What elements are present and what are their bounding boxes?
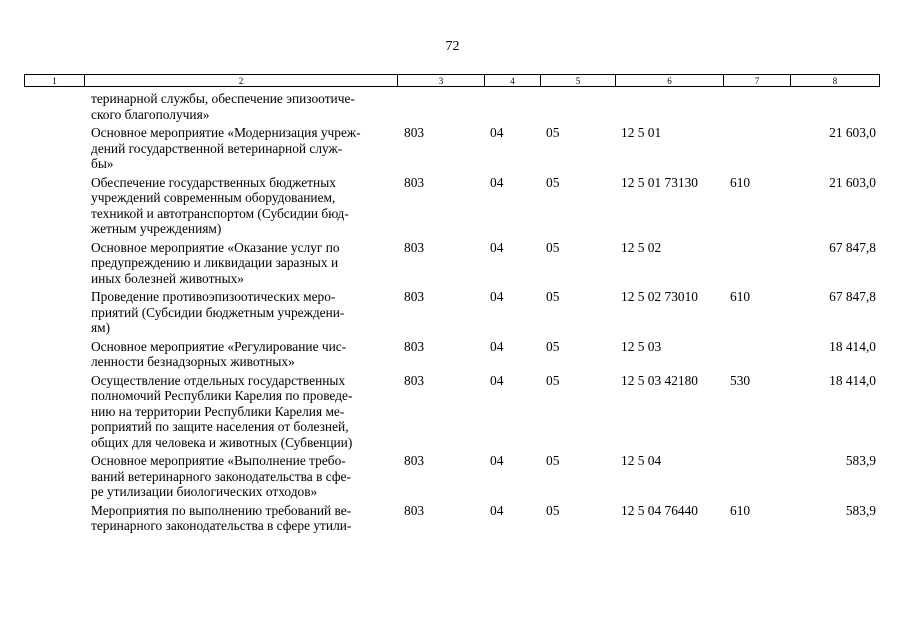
- table-row: [24, 240, 879, 287]
- row-subsection-code: 05: [546, 338, 560, 354]
- row-subsection-code: 05: [546, 372, 560, 388]
- table-row: [24, 503, 879, 534]
- row-department-code: 803: [404, 125, 425, 140]
- row-target-article-code: 12 5 04: [621, 453, 662, 468]
- row-department-code: 803: [404, 239, 425, 255]
- column-number-5: 5: [541, 75, 616, 87]
- row-section-code: 04: [490, 372, 504, 388]
- page-number: 72: [445, 39, 460, 54]
- row-target-article-code: 12 5 01 73130: [621, 174, 698, 190]
- row-section-code: 04: [490, 502, 504, 518]
- row-subsection-code: 05: [546, 239, 560, 255]
- row-department-code: 803: [404, 453, 425, 468]
- row-name: Проведение противоэпизоотических меро- приятий (Субсидии бюджетным учреждени- ям): [91, 289, 345, 335]
- row-subsection-code: 05: [546, 125, 560, 140]
- row-department-code: 803: [404, 372, 425, 388]
- row-target-article-code: 12 5 02: [621, 239, 662, 255]
- row-section-code: 04: [490, 289, 504, 304]
- row-expense-type-code: 610: [730, 174, 751, 190]
- row-section-code: 04: [490, 239, 504, 255]
- row-target-article-code: 12 5 02 73010: [621, 289, 698, 304]
- row-expense-type-code: 610: [730, 289, 751, 304]
- column-number-3: 3: [398, 75, 485, 87]
- row-name: теринарной службы, обеспечение эпизоотиче- ского благополучия»: [91, 91, 355, 122]
- column-number-8: 8: [791, 75, 880, 87]
- row-section-code: 04: [490, 338, 504, 354]
- row-expense-type-code: 530: [730, 372, 751, 388]
- row-amount: 21 603,0: [829, 174, 876, 190]
- column-number-6: 6: [616, 75, 724, 87]
- row-amount: 67 847,8: [829, 239, 876, 255]
- row-subsection-code: 05: [546, 502, 560, 518]
- row-section-code: 04: [490, 174, 504, 190]
- table-row: [24, 339, 879, 370]
- row-target-article-code: 12 5 03: [621, 338, 662, 354]
- table-row: [24, 373, 879, 451]
- row-name: Осуществление отдельных государственных полномочий Республики Карелия по проведе- нию на территории Республики Карелия ме- роприятий по защите населения от болезней, общих для человека и животных (Субвенции): [91, 372, 353, 450]
- row-department-code: 803: [404, 174, 425, 190]
- column-number-2: 2: [85, 75, 398, 87]
- row-amount: 18 414,0: [829, 372, 876, 388]
- row-department-code: 803: [404, 502, 425, 518]
- column-number-4: 4: [485, 75, 541, 87]
- row-name: Мероприятия по выполнению требований ве- теринарного законодательства в сфере утили-: [91, 502, 352, 533]
- row-amount: 18 414,0: [829, 338, 876, 354]
- table-row: [24, 125, 879, 172]
- budget-table-body: [24, 91, 879, 537]
- row-amount: 583,9: [845, 453, 876, 468]
- row-target-article-code: 12 5 01: [621, 125, 662, 140]
- row-target-article-code: 12 5 04 76440: [621, 502, 698, 518]
- row-department-code: 803: [404, 338, 425, 354]
- table-row: [24, 289, 879, 336]
- row-amount: 67 847,8: [829, 289, 876, 304]
- row-target-article-code: 12 5 03 42180: [621, 372, 698, 388]
- table-row: [24, 453, 879, 500]
- row-name: Основное мероприятие «Выполнение требо- ваний ветеринарного законодательства в сфе- ре утилизации биологических отходов»: [91, 453, 351, 499]
- row-name: Основное мероприятие «Оказание услуг по предупреждению и ликвидации заразных и иных болезней животных»: [91, 239, 340, 286]
- column-number-7: 7: [724, 75, 791, 87]
- row-section-code: 04: [490, 125, 504, 140]
- row-name: Обеспечение государственных бюджетных учреждений современным оборудованием, техникой и автотранспортом (Субсидии бюд- жетным учреждениям): [91, 174, 349, 236]
- row-department-code: 803: [404, 289, 425, 304]
- table-row: [24, 91, 879, 122]
- row-expense-type-code: 610: [730, 502, 751, 518]
- row-name: Основное мероприятие «Модернизация учреж- дений государственной ветеринарной служ- бы»: [91, 125, 361, 171]
- column-number-1: 1: [25, 75, 85, 87]
- row-subsection-code: 05: [546, 453, 560, 468]
- row-subsection-code: 05: [546, 174, 560, 190]
- row-section-code: 04: [490, 453, 504, 468]
- column-number-header: [24, 74, 880, 87]
- row-amount: 583,9: [845, 502, 876, 518]
- row-amount: 21 603,0: [829, 125, 876, 140]
- table-row: [24, 175, 879, 237]
- row-name: Основное мероприятие «Регулирование чис- ленности безнадзорных животных»: [91, 338, 347, 369]
- row-subsection-code: 05: [546, 289, 560, 304]
